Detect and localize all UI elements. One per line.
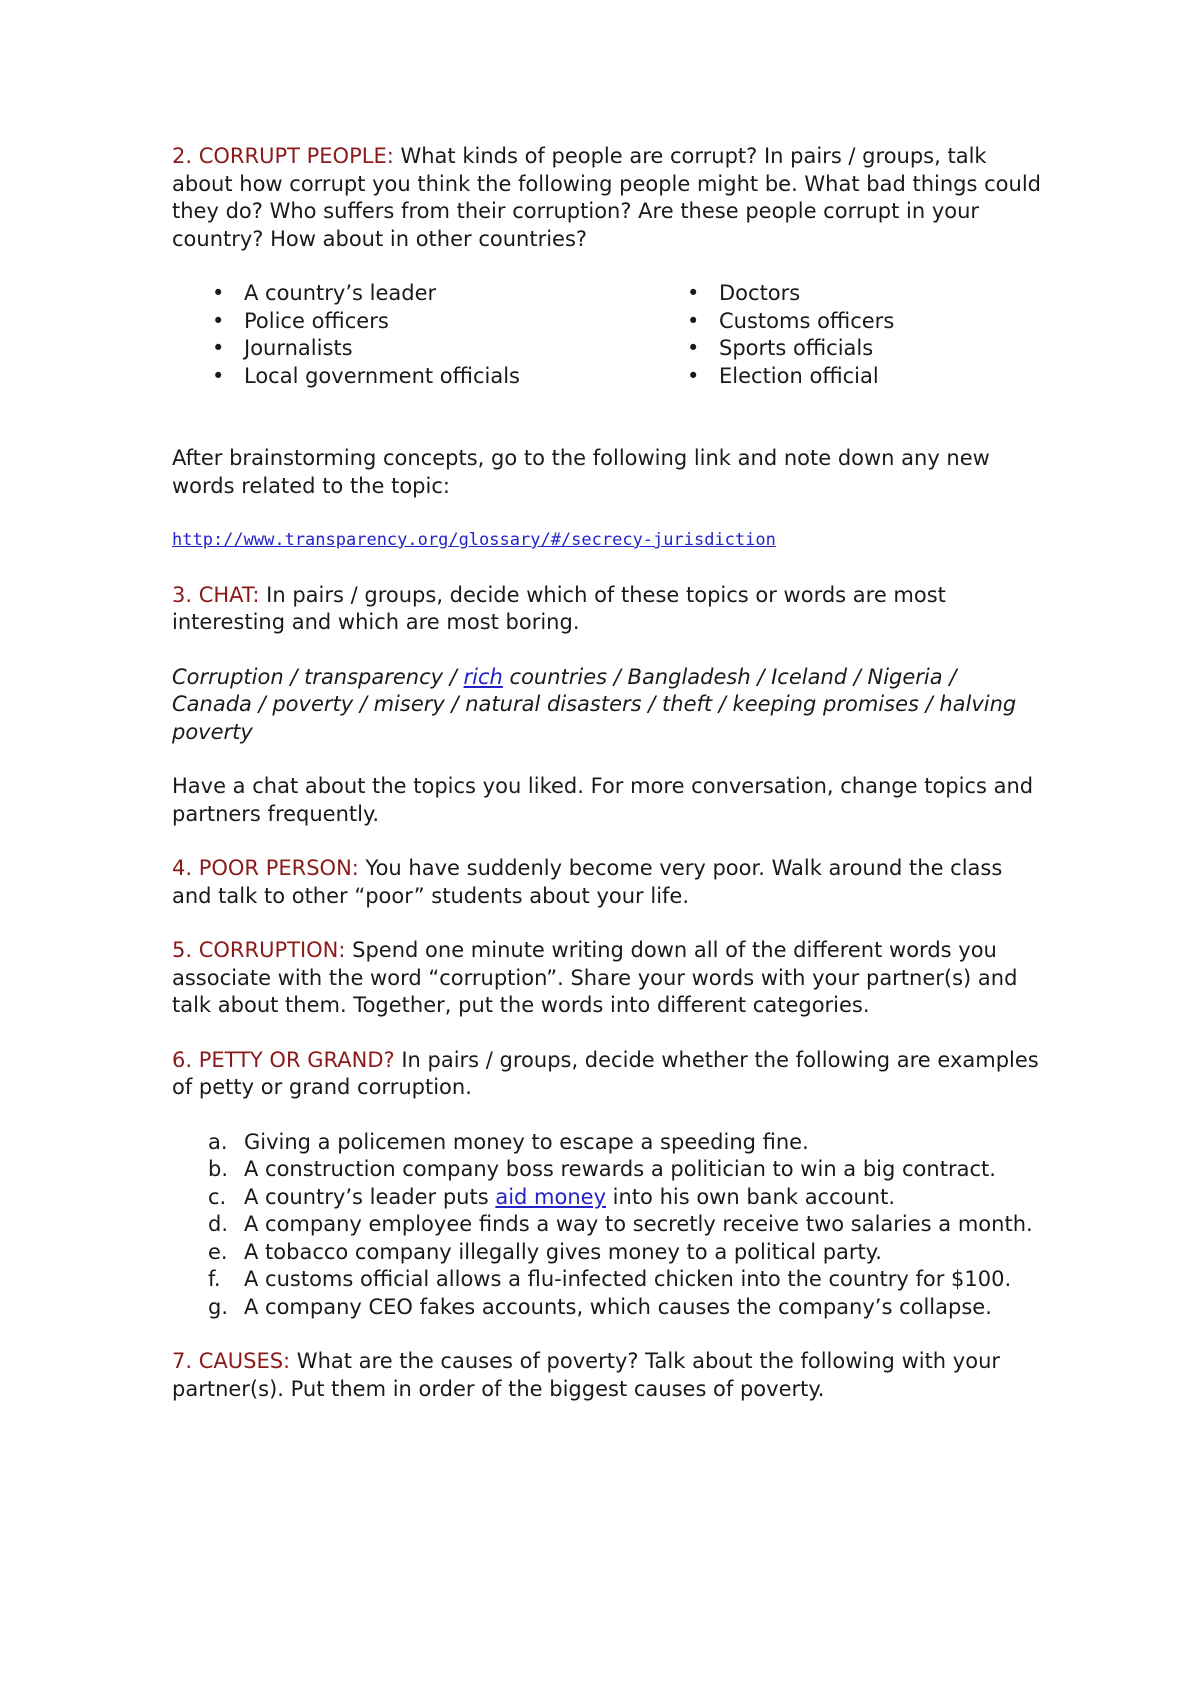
list-item [172,1294,1042,1322]
list-item-text: A company CEO fakes accounts, which causes the company’s collapse. [244,1294,992,1319]
section-body: In pairs / groups, decide whether the following are examples of petty or grand corruption. [172,1047,1039,1099]
corruption-examples-list [172,1129,1042,1322]
chat-instruction: Have a chat about the topics you liked. For more conversation, change topics and partners frequently. [172,774,1034,826]
list-item-text: A tobacco company illegally gives money to a political party. [244,1239,882,1264]
list-letter: c. [208,1184,227,1209]
section-heading: 5. CORRUPTION: [172,938,346,962]
list-item-text-before: A country’s leader puts [244,1184,496,1209]
section-corruption [172,937,1042,1020]
rich-link[interactable]: rich [463,664,503,689]
bullet-item: • Customs officers [647,308,894,336]
glossary-link[interactable]: http://www.transparency.org/glossary/#/secrecy-jurisdiction [172,530,776,550]
section-poor-person [172,855,1042,910]
bullet-item: • Election official [647,363,894,391]
list-item-text: A company employee finds a way to secretly receive two salaries a month. [244,1212,1033,1236]
section-body: Spend one minute writing down all of the different words you associate with the word “corruption”. Share your words with your partner(s) and talk about them. Together, put the words into different categories. [172,938,1018,1017]
list-letter: d. [208,1212,229,1236]
list-item [172,1156,1042,1184]
section-heading: 6. PETTY OR GRAND? [172,1047,395,1072]
bullet-column-left [172,280,647,390]
section-heading: 2. CORRUPT PEOPLE: [172,144,394,168]
list-item-text: A customs official allows a flu-infected chicken into the country for $100. [244,1267,1012,1291]
section-body: In pairs / groups, decide which of these topics or words are most interesting and which are most boring. [172,582,946,634]
list-item [172,1266,1042,1294]
list-letter: g. [208,1294,229,1319]
list-item-text: Giving a policemen money to escape a speeding fine. [244,1129,809,1154]
people-bullet-list [172,280,1042,390]
list-letter: f. [208,1267,221,1291]
section-chat [172,582,1042,637]
brainstorm-instruction: After brainstorming concepts, go to the following link and note down any new words related to the topic: [172,446,990,498]
topics-text-after: countries / Bangladesh / Iceland / Nigeria / Canada / poverty / misery / natural disasters / theft / keeping promises / halving poverty [172,664,1017,744]
list-letter: a. [208,1129,228,1154]
section-body: You have suddenly become very poor. Walk around the class and talk to other “poor” students about your life. [172,856,1003,908]
topics-text-before: Corruption / transparency / [172,664,464,689]
topics-list [172,664,1042,747]
section-body: What kinds of people are corrupt? In pairs / groups, talk about how corrupt you think the following people might be. What bad things could they do? Who suffers from their corruption? Are these people corrupt in your country? How about in other countries? [172,144,1041,251]
section-heading: 3. CHAT: [172,582,260,607]
section-petty-or-grand [172,1047,1042,1102]
list-item [172,1239,1042,1267]
section-heading: 4. POOR PERSON: [172,856,359,880]
bullet-item: • Doctors [647,280,894,308]
section-heading: 7. CAUSES: [172,1349,291,1373]
list-item [172,1184,1042,1212]
bullet-column-right [647,280,894,390]
list-letter: e. [208,1239,228,1264]
bullet-item: • Police officers [172,308,647,336]
aid-money-link[interactable]: aid money [495,1184,606,1209]
bullet-item: • Local government officials [172,363,647,391]
glossary-link-paragraph [172,525,1042,555]
section-causes [172,1348,1042,1403]
section-corrupt-people [172,143,1042,253]
list-item-text-after: into his own bank account. [606,1184,896,1209]
list-letter: b. [208,1157,229,1181]
list-item-text: A construction company boss rewards a politician to win a big contract. [244,1157,996,1181]
bullet-item: • A country’s leader [172,280,647,308]
list-item [172,1129,1042,1157]
list-item [172,1211,1042,1239]
document-content [172,143,1042,1403]
bullet-item: • Journalists [172,335,647,363]
section-body: What are the causes of poverty? Talk about the following with your partner(s). Put them in order of the biggest causes of poverty. [172,1349,1001,1401]
bullet-item: • Sports officials [647,335,894,363]
